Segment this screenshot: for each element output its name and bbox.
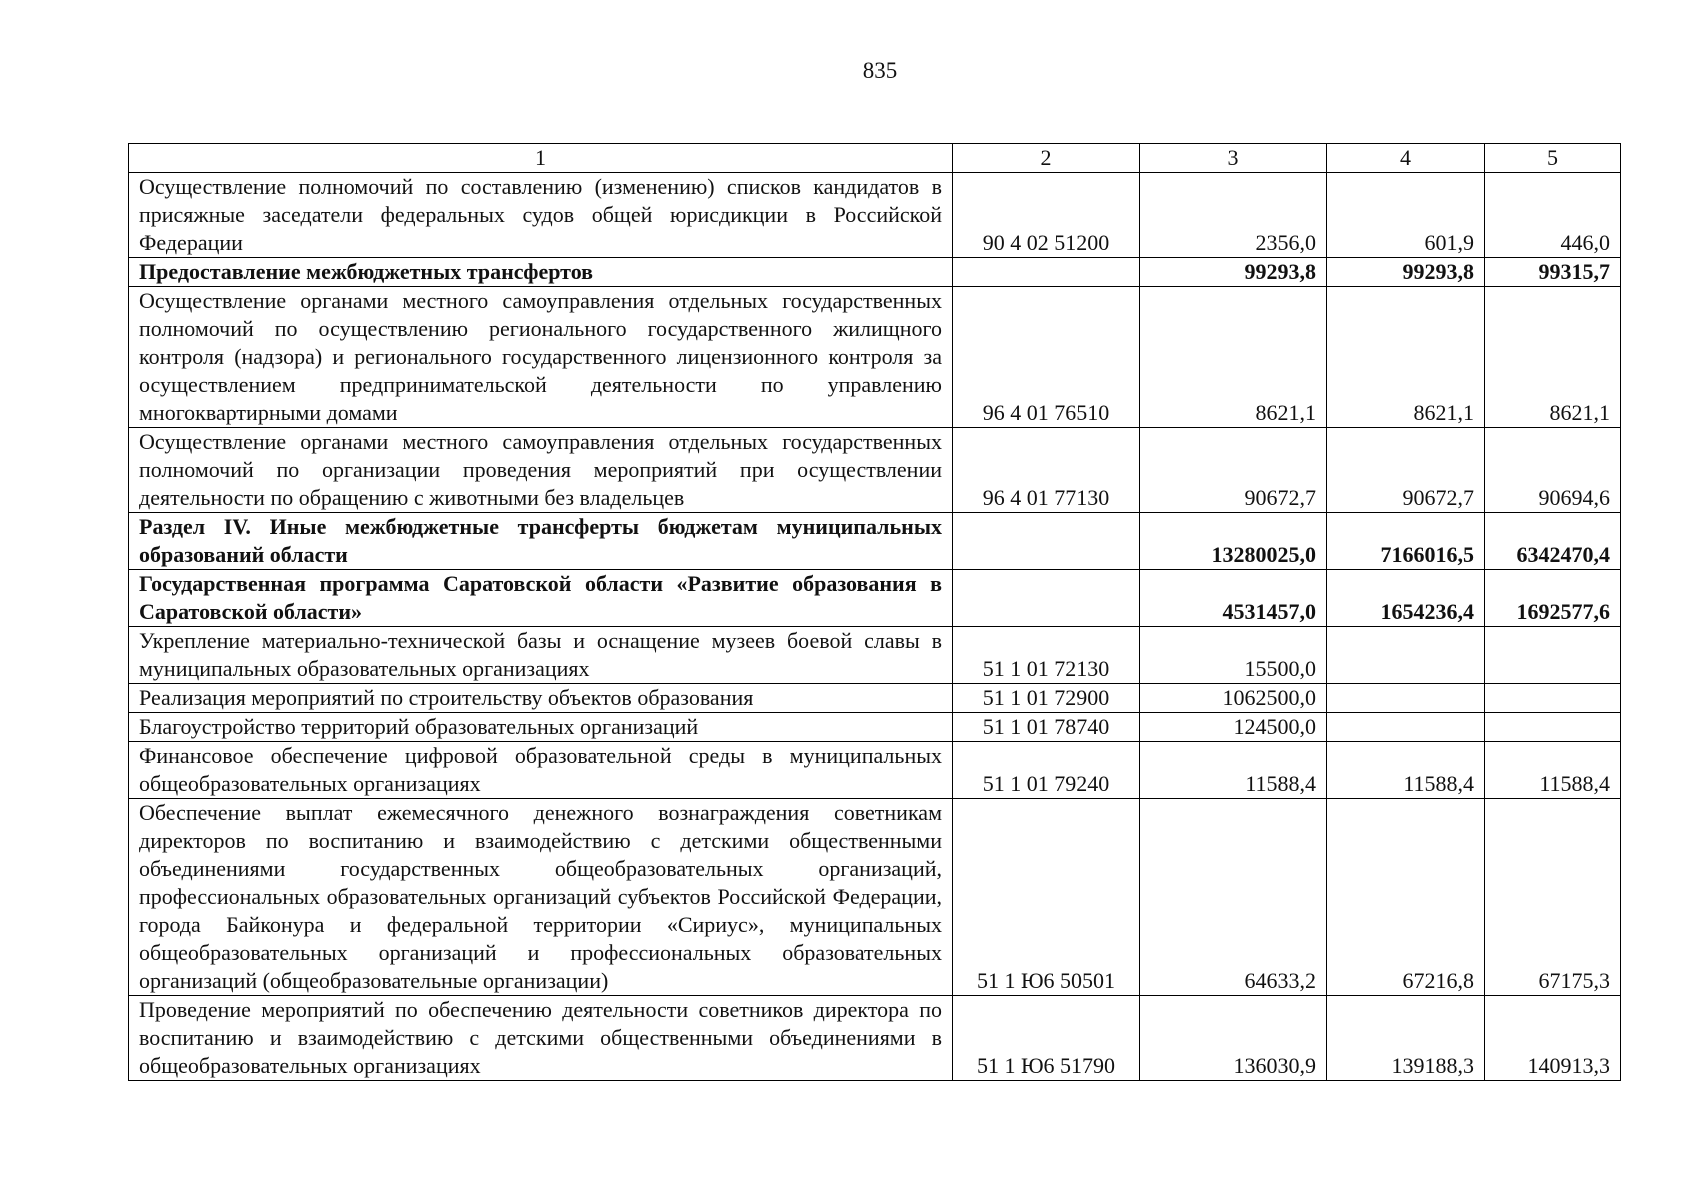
row-value-col5: 8621,1 (1485, 287, 1621, 428)
row-value-col4 (1327, 713, 1485, 742)
row-description: Раздел IV. Иные межбюджетные трансферты бюджетам муниципальных образований области (129, 513, 953, 570)
table-body (129, 173, 1621, 1081)
row-value-col5: 140913,3 (1485, 996, 1621, 1081)
row-value-col4: 90672,7 (1327, 428, 1485, 513)
row-value-col3: 136030,9 (1140, 996, 1327, 1081)
row-value-col4: 11588,4 (1327, 742, 1485, 799)
row-description: Осуществление органами местного самоуправления отдельных государственных полномочий по осуществлению регионального государственного жилищного контроля (надзора) и регионального государственного лицензионного контроля за осуществлением предпринимательской деятельности по управлению многоквартирными домами (129, 287, 953, 428)
row-value-col5: 67175,3 (1485, 799, 1621, 996)
column-header: 5 (1485, 144, 1621, 173)
row-value-col3: 1062500,0 (1140, 684, 1327, 713)
row-budget-code: 51 1 Ю6 50501 (953, 799, 1140, 996)
row-value-col4: 67216,8 (1327, 799, 1485, 996)
table-row (129, 799, 1621, 996)
row-value-col3: 90672,7 (1140, 428, 1327, 513)
table-row (129, 742, 1621, 799)
row-budget-code: 51 1 Ю6 51790 (953, 996, 1140, 1081)
row-value-col3: 124500,0 (1140, 713, 1327, 742)
row-budget-code: 51 1 01 78740 (953, 713, 1140, 742)
row-value-col3: 11588,4 (1140, 742, 1327, 799)
table-row (129, 684, 1621, 713)
row-budget-code: 90 4 02 51200 (953, 173, 1140, 258)
column-header: 2 (953, 144, 1140, 173)
table-header-row (129, 144, 1621, 173)
row-value-col3: 8621,1 (1140, 287, 1327, 428)
row-budget-code (953, 513, 1140, 570)
row-value-col5: 6342470,4 (1485, 513, 1621, 570)
budget-table (128, 143, 1621, 1081)
row-value-col3: 15500,0 (1140, 627, 1327, 684)
column-header: 1 (129, 144, 953, 173)
row-value-col4 (1327, 684, 1485, 713)
row-description: Государственная программа Саратовской области «Развитие образования в Саратовской области» (129, 570, 953, 627)
table-row (129, 258, 1621, 287)
row-value-col5 (1485, 684, 1621, 713)
row-description: Предоставление межбюджетных трансфертов (129, 258, 953, 287)
row-budget-code: 51 1 01 79240 (953, 742, 1140, 799)
row-value-col3: 4531457,0 (1140, 570, 1327, 627)
row-description: Осуществление полномочий по составлению (изменению) списков кандидатов в присяжные заседатели федеральных судов общей юрисдикции в Российской Федерации (129, 173, 953, 258)
row-description: Реализация мероприятий по строительству объектов образования (129, 684, 953, 713)
row-value-col5: 446,0 (1485, 173, 1621, 258)
row-value-col5: 1692577,6 (1485, 570, 1621, 627)
table-row (129, 627, 1621, 684)
row-description: Благоустройство территорий образовательных организаций (129, 713, 953, 742)
table-row (129, 287, 1621, 428)
table-row (129, 173, 1621, 258)
row-value-col5: 11588,4 (1485, 742, 1621, 799)
row-value-col3: 99293,8 (1140, 258, 1327, 287)
row-value-col4: 601,9 (1327, 173, 1485, 258)
row-value-col3: 64633,2 (1140, 799, 1327, 996)
table-row (129, 713, 1621, 742)
column-header: 4 (1327, 144, 1485, 173)
row-budget-code: 51 1 01 72130 (953, 627, 1140, 684)
row-value-col4: 1654236,4 (1327, 570, 1485, 627)
table-row (129, 428, 1621, 513)
row-budget-code (953, 570, 1140, 627)
page-number: 835 (862, 58, 898, 83)
row-value-col5 (1485, 627, 1621, 684)
row-value-col5: 99315,7 (1485, 258, 1621, 287)
table-row (129, 996, 1621, 1081)
table-row (129, 570, 1621, 627)
row-budget-code: 96 4 01 77130 (953, 428, 1140, 513)
row-value-col4: 8621,1 (1327, 287, 1485, 428)
table-row (129, 513, 1621, 570)
row-value-col3: 13280025,0 (1140, 513, 1327, 570)
row-description: Осуществление органами местного самоуправления отдельных государственных полномочий по организации проведения мероприятий при осуществлении деятельности по обращению с животными без владельцев (129, 428, 953, 513)
row-budget-code (953, 258, 1140, 287)
row-description: Укрепление материально-технической базы и оснащение музеев боевой славы в муниципальных образовательных организациях (129, 627, 953, 684)
row-value-col4: 139188,3 (1327, 996, 1485, 1081)
row-value-col4: 99293,8 (1327, 258, 1485, 287)
row-value-col5: 90694,6 (1485, 428, 1621, 513)
row-description: Проведение мероприятий по обеспечению деятельности советников директора по воспитанию и взаимодействию с детскими общественными объединениями в общеобразовательных организациях (129, 996, 953, 1081)
row-description: Обеспечение выплат ежемесячного денежного вознаграждения советникам директоров по воспитанию и взаимодействию с детскими общественными объединениями государственных общеобразовательных организаций, профессиональных образовательных организаций субъектов Российской Федерации, города Байконура и федеральной территории «Сириус», муниципальных общеобразовательных организаций и профессиональных образовательных организаций (общеобразовательные организации) (129, 799, 953, 996)
row-value-col4 (1327, 627, 1485, 684)
row-value-col5 (1485, 713, 1621, 742)
row-budget-code: 96 4 01 76510 (953, 287, 1140, 428)
row-value-col3: 2356,0 (1140, 173, 1327, 258)
row-description: Финансовое обеспечение цифровой образовательной среды в муниципальных общеобразовательных организациях (129, 742, 953, 799)
column-header: 3 (1140, 144, 1327, 173)
row-budget-code: 51 1 01 72900 (953, 684, 1140, 713)
row-value-col4: 7166016,5 (1327, 513, 1485, 570)
